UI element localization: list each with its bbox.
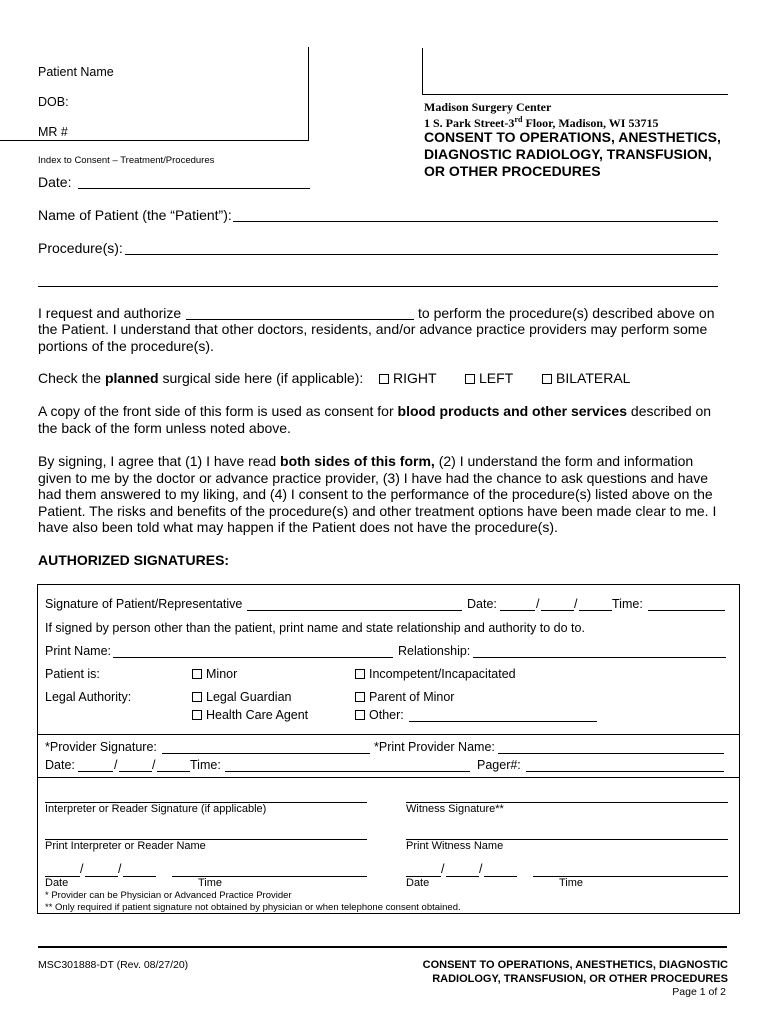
provider-date-month[interactable] xyxy=(78,771,113,772)
signing-paragraph: By signing, I agree that (1) I have read both sides of this form, (2) I understand the form and information given to me by the doctor or advance practice provider, (3) I have had the chance to ask questions and have had them answered to my liking, and (4) I consent to the performance of the procedure(s) listed above on the Patient. The risks and benefits of the procedure(s) and other treatment options have been made clear to me. I have also been told what may happen if the Patient does not have the procedure(s). xyxy=(38,453,717,535)
slash: / xyxy=(441,862,445,876)
right-checkbox[interactable]: RIGHT xyxy=(379,370,437,386)
authorized-signatures-heading: AUTHORIZED SIGNATURES: xyxy=(38,552,230,568)
pager-label: Pager#: xyxy=(477,758,521,772)
other-field[interactable] xyxy=(409,721,597,722)
slash: / xyxy=(114,758,118,772)
authorize-suffix: to perform the procedure(s) described above on xyxy=(418,305,715,321)
patient-is-label: Patient is: xyxy=(45,667,100,681)
facility-name: Madison Surgery Center xyxy=(424,100,552,114)
sig-time-field[interactable] xyxy=(648,610,725,611)
checkbox-icon xyxy=(192,710,202,720)
other-person-note: If signed by person other than the patient, print name and state relationship and authority to do to. xyxy=(45,621,585,635)
divider xyxy=(37,777,740,778)
checkbox-icon xyxy=(192,669,202,679)
provider-time-field[interactable] xyxy=(225,771,470,772)
form-number: MSC301888-DT (Rev. 08/27/20) xyxy=(38,959,189,971)
slash: / xyxy=(536,597,540,611)
page-number: Page 1 of 2 xyxy=(672,986,726,998)
facility-address: 1 S. Park Street-3rd Floor, Madison, WI 53715 xyxy=(424,115,659,130)
patient-name-label: Patient Name xyxy=(38,65,114,79)
procedures-field[interactable] xyxy=(125,254,718,255)
incompetent-checkbox[interactable]: Incompetent/Incapacitated xyxy=(355,667,516,681)
print-provider-label: *Print Provider Name: xyxy=(374,740,495,754)
print-provider-field[interactable] xyxy=(498,753,724,754)
patient-signature-label: Signature of Patient/Representative xyxy=(45,597,243,611)
witness-note: ** Only required if patient signature not obtained by physician or when telephone consent obtained. xyxy=(45,902,461,913)
surgical-side-label: Check the planned surgical side here (if applicable): xyxy=(38,370,364,386)
witness-signature-label: Witness Signature** xyxy=(406,803,504,815)
mr-label: MR # xyxy=(38,125,68,139)
witness-date-day[interactable] xyxy=(446,876,479,877)
interpreter-signature-label: Interpreter or Reader Signature (if applicable) xyxy=(45,803,267,815)
witness-date-year[interactable] xyxy=(484,876,517,877)
interpreter-date-day[interactable] xyxy=(85,876,118,877)
slash: / xyxy=(479,862,483,876)
health-care-agent-checkbox[interactable]: Health Care Agent xyxy=(192,708,308,722)
patient-signature-field[interactable] xyxy=(247,610,462,611)
parent-of-minor-checkbox[interactable]: Parent of Minor xyxy=(355,690,454,704)
procedures-field-2[interactable] xyxy=(38,286,718,287)
checkbox-icon xyxy=(355,710,365,720)
provider-date-label: Date: xyxy=(45,758,75,772)
checkbox-icon xyxy=(355,669,365,679)
pager-field[interactable] xyxy=(526,771,724,772)
interpreter-date-label: Date xyxy=(45,877,69,889)
label-box xyxy=(422,48,728,95)
sig-date-year[interactable] xyxy=(579,610,612,611)
left-checkbox[interactable]: LEFT xyxy=(465,370,513,386)
footer-title: CONSENT TO OPERATIONS, ANESTHETICS, DIAGNOSTIC RADIOLOGY, TRANSFUSION, OR OTHER PROCEDURES xyxy=(422,959,728,985)
slash: / xyxy=(574,597,578,611)
witness-date-label: Date xyxy=(406,877,430,889)
date-field[interactable] xyxy=(78,188,310,189)
footer-rule xyxy=(38,946,727,948)
witness-time-label: Time xyxy=(559,877,584,889)
slash: / xyxy=(152,758,156,772)
index-label: Index to Consent – Treatment/Procedures xyxy=(38,155,215,166)
provider-note: * Provider can be Physician or Advanced Practice Provider xyxy=(45,890,292,901)
slash: / xyxy=(80,862,84,876)
dob-label: DOB: xyxy=(38,95,69,109)
minor-checkbox[interactable]: Minor xyxy=(192,667,237,681)
slash: / xyxy=(118,862,122,876)
checkbox-icon xyxy=(192,692,202,702)
print-name-label: Print Name: xyxy=(45,644,111,658)
sig-time-label: Time: xyxy=(612,597,643,611)
bilateral-checkbox[interactable]: BILATERAL xyxy=(542,370,630,386)
checkbox-icon xyxy=(379,374,389,384)
blood-products-paragraph: A copy of the front side of this form is used as consent for blood products and other services described on the back of the form unless noted above. xyxy=(38,403,712,436)
provider-time-label: Time: xyxy=(190,758,221,772)
procedures-label: Procedure(s): xyxy=(38,240,123,256)
form-title: CONSENT TO OPERATIONS, ANESTHETICS, DIAGNOSTIC RADIOLOGY, TRANSFUSION, OR OTHER PROCEDURES xyxy=(424,129,721,179)
provider-date-year[interactable] xyxy=(157,771,190,772)
other-checkbox[interactable]: Other: xyxy=(355,708,404,722)
relationship-field[interactable] xyxy=(473,657,726,658)
date-label: Date: xyxy=(38,174,72,190)
sig-date-day[interactable] xyxy=(541,610,574,611)
name-of-patient-field[interactable] xyxy=(233,221,718,222)
print-name-field[interactable] xyxy=(113,657,393,658)
authorize-prefix: I request and authorize xyxy=(38,305,182,321)
authorize-line3: portions of the procedure(s). xyxy=(38,338,214,354)
sig-date-label: Date: xyxy=(467,597,497,611)
interpreter-date-year[interactable] xyxy=(123,876,156,877)
divider xyxy=(37,734,740,735)
relationship-label: Relationship: xyxy=(398,644,471,658)
sig-date-month[interactable] xyxy=(500,610,535,611)
name-of-patient-label: Name of Patient (the “Patient”): xyxy=(38,207,232,223)
authorize-line2: the Patient. I understand that other doctors, residents, and/or advance practice providers may perform some xyxy=(38,321,708,337)
print-interpreter-label: Print Interpreter or Reader Name xyxy=(45,840,206,852)
legal-authority-label: Legal Authority: xyxy=(45,690,132,704)
checkbox-icon xyxy=(355,692,365,702)
provider-signature-label: *Provider Signature: xyxy=(45,740,157,754)
checkbox-icon xyxy=(465,374,475,384)
authorized-provider-field[interactable] xyxy=(186,319,414,320)
provider-signature-field[interactable] xyxy=(162,753,370,754)
provider-date-day[interactable] xyxy=(119,771,152,772)
print-witness-label: Print Witness Name xyxy=(406,840,504,852)
legal-guardian-checkbox[interactable]: Legal Guardian xyxy=(192,690,291,704)
checkbox-icon xyxy=(542,374,552,384)
interpreter-time-label: Time xyxy=(198,877,223,889)
